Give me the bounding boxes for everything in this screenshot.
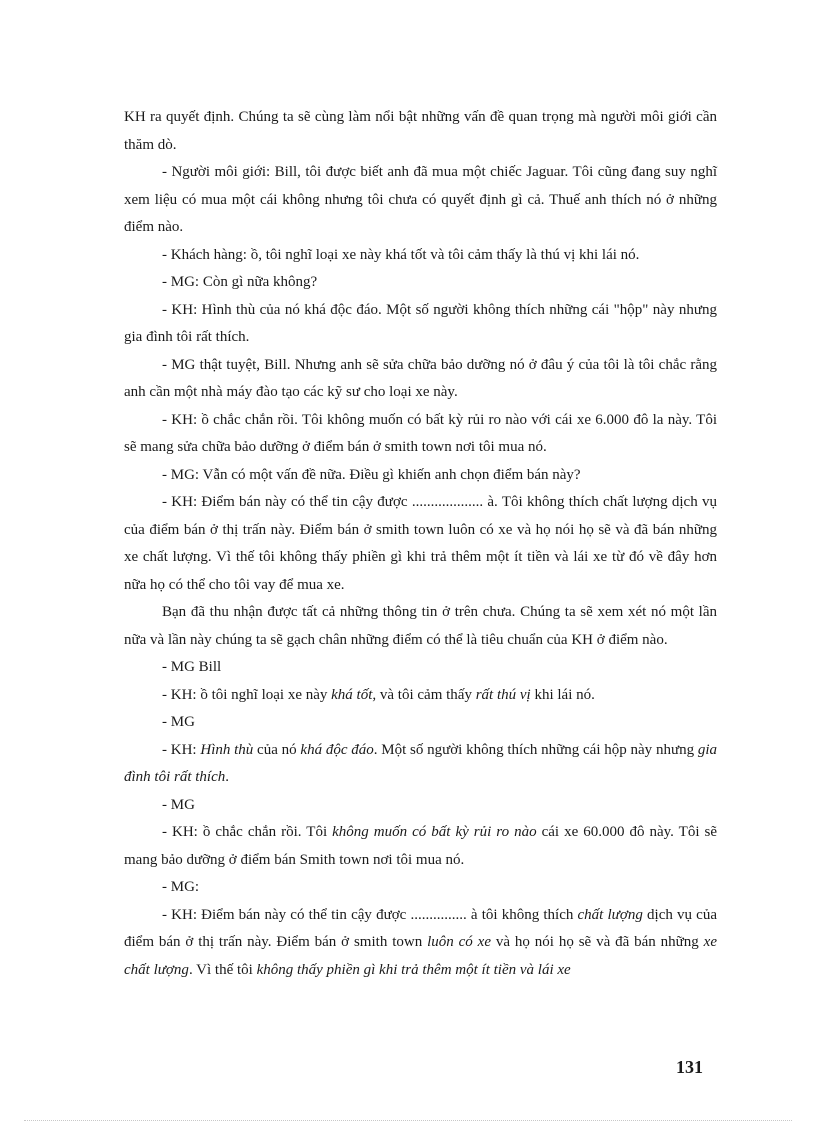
text-run: cái xe 60.000 đô này. Tôi sẽ mang bảo dưỡng ở điểm bán Smith town nơi tôi mua nó. xyxy=(124,824,717,868)
emphasized-text: Hình thù xyxy=(200,741,254,758)
paragraph xyxy=(124,819,717,874)
paragraph xyxy=(124,352,717,407)
page-number: 131 xyxy=(676,1057,703,1077)
paragraph xyxy=(124,489,717,599)
paragraph xyxy=(124,297,717,352)
text-run: . Vì thế tôi xyxy=(188,961,257,978)
emphasized-text: khá độc đáo xyxy=(300,741,374,758)
text-run: - KH: ồ chắc chắn rồi. Tôi không muốn có bất kỳ rủi ro nào với cái xe 6.000 đô la này. Tôi sẽ mang sửa chữa bảo dưỡng ở điểm bán ở smith town nơi tôi mua nó. xyxy=(124,411,717,455)
paragraph xyxy=(124,902,717,985)
paragraph xyxy=(124,269,717,297)
paragraph xyxy=(124,792,717,820)
text-run: và tôi cảm thấy xyxy=(376,686,476,703)
emphasized-text: chất lượng xyxy=(577,906,643,923)
text-run: của nó xyxy=(253,741,301,758)
text-run: dịch vụ của điểm bán ở thị trấn này. Điểm bán ở smith town xyxy=(124,906,717,950)
text-run: khi lái nó. xyxy=(530,686,595,703)
paragraph xyxy=(124,709,717,737)
text-run: - Người môi giới: Bill, tôi được biết anh đã mua một chiếc Jaguar. Tôi cũng đang suy nghĩ xem liệu có mua một cái không nhưng tôi chưa có quyết định gì cả. Thuế anh thích nó ở những điểm nào. xyxy=(124,164,717,235)
paragraph xyxy=(124,737,717,792)
emphasized-text: khá tốt, xyxy=(331,686,377,703)
text-run: - MG: xyxy=(162,879,200,895)
emphasized-text: không thấy phiền gì khi trả thêm một ít tiền và lái xe xyxy=(256,961,571,978)
paragraph xyxy=(124,159,717,242)
text-run: . xyxy=(225,769,229,785)
paragraph xyxy=(124,654,717,682)
paragraph xyxy=(124,682,717,710)
text-run: KH ra quyết định. Chúng ta sẽ cùng làm nổi bật những vấn đề quan trọng mà người môi giới cần thăm dò. xyxy=(124,109,717,153)
text-run: - Khách hàng: ồ, tôi nghĩ loại xe này khá tốt và tôi cảm thấy là thú vị khi lái nó. xyxy=(162,246,640,263)
text-run: - MG: Vẫn có một vấn đề nữa. Điều gì khiến anh chọn điểm bán này? xyxy=(162,466,581,483)
emphasized-text: luôn có xe xyxy=(427,934,491,950)
footer-dotted-rule xyxy=(24,1120,792,1121)
text-run: - MG xyxy=(162,714,195,730)
text-run: . Một số người không thích những cái hộp này nhưng xyxy=(373,741,698,758)
text-run: - KH: Hình thù của nó khá độc đáo. Một số người không thích những cái "hộp" này nhưng gia đình tôi rất thích. xyxy=(124,301,717,345)
text-run: - KH: ồ tôi nghĩ loại xe này xyxy=(162,686,332,703)
paragraph xyxy=(124,462,717,490)
text-run: Bạn đã thu nhận được tất cả những thông tin ở trên chưa. Chúng ta sẽ xem xét nó một lần nữa và lần này chúng ta sẽ gạch chân những điểm có thể là tiêu chuẩn của KH ở điểm nào. xyxy=(124,604,717,648)
paragraph xyxy=(124,407,717,462)
text-run: - MG: Còn gì nữa không? xyxy=(162,274,318,290)
page-body xyxy=(124,104,717,984)
text-run: - KH: Điểm bán này có thể tin cậy được ............... à tôi không thích xyxy=(162,906,578,923)
paragraph xyxy=(124,874,717,902)
emphasized-text: rất thú vị xyxy=(475,686,531,703)
emphasized-text: không muốn có bất kỳ rủi ro nào xyxy=(332,824,537,840)
paragraph xyxy=(124,242,717,270)
text-run: - KH: xyxy=(162,741,201,758)
emphasized-text: xe chất lượng xyxy=(124,934,717,978)
text-run: - KH: ồ chắc chắn rồi. Tôi xyxy=(162,824,333,840)
paragraph xyxy=(124,599,717,654)
text-run: - KH: Điểm bán này có thể tin cậy được ................... à. Tôi không thích chất lượng dịch vụ của điểm bán ở thị trấn này. Điểm bán ở smith town luôn có xe và họ nói họ sẽ và đã bán những xe chất lượng. Vì thế tôi không thấy phiền gì khi trả thêm một ít tiền và lái xe từ đó về đây hơn nữa họ có thể cho tôi vay để mua xe. xyxy=(124,494,717,593)
text-run: - MG xyxy=(162,796,195,813)
text-run: và họ nói họ sẽ và đã bán những xyxy=(490,934,704,950)
text-run: - MG thật tuyệt, Bill. Nhưng anh sẽ sửa chữa bảo dưỡng nó ở đâu ý của tôi là tôi chắc rằng anh cần một nhà máy đào tạo các kỹ sư cho loại xe này. xyxy=(124,356,717,400)
paragraph xyxy=(124,104,717,159)
emphasized-text: gia đình tôi rất thích xyxy=(124,741,718,785)
text-run: - MG Bill xyxy=(162,659,222,675)
